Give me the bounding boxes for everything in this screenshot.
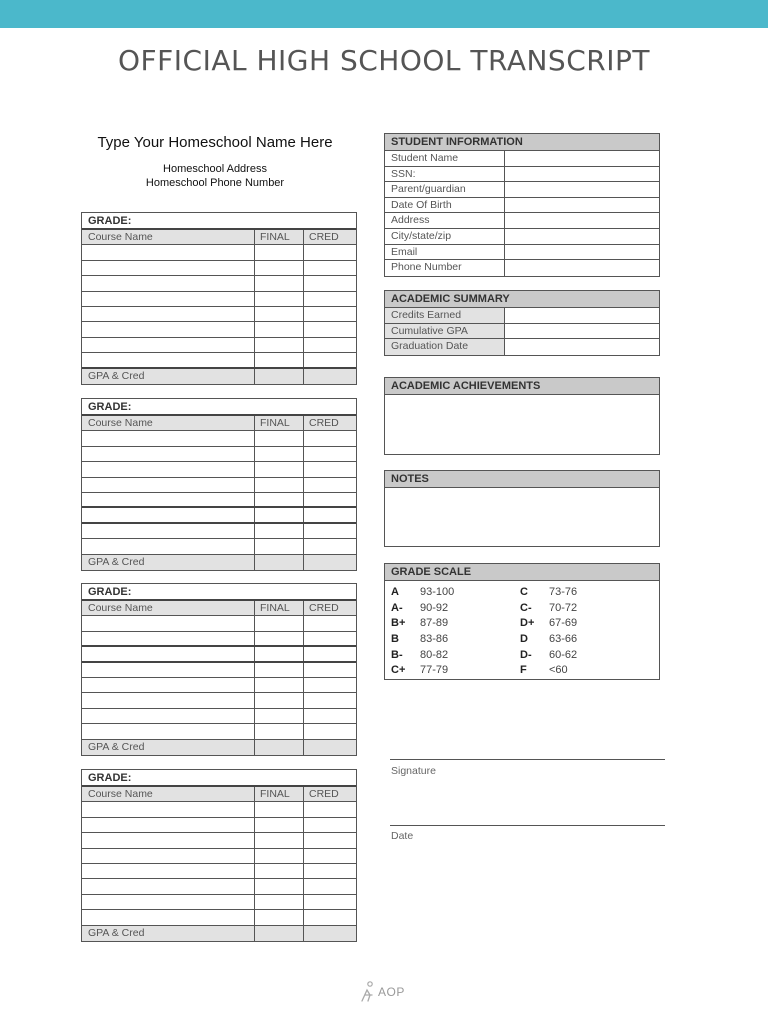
cred-header: CRED [309,417,339,429]
grade-letter: D+ [520,617,535,630]
homeschool-address: Homeschool Address [163,163,267,175]
gpa-cred-cell[interactable] [304,555,356,570]
final-grade-cell[interactable] [255,895,304,909]
academic-achievements-field[interactable] [385,395,659,454]
grade-letter: A- [391,601,403,614]
credit-cell[interactable] [304,879,356,893]
credit-cell[interactable] [304,447,356,461]
cred-header: CRED [309,231,339,243]
credit-cell[interactable] [304,462,356,476]
grade-table-header-row [82,787,356,802]
credit-cell[interactable] [304,802,356,816]
table-row [82,261,356,276]
table-row [82,663,356,678]
course-name-cell[interactable] [82,910,255,924]
course-name-cell[interactable] [82,292,255,306]
gpa-cred-label: GPA & Cred [82,740,255,755]
credit-cell[interactable] [304,833,356,847]
grade-range: 93-100 [420,586,455,598]
grade-letter: F [520,664,527,677]
credit-cell[interactable] [304,431,356,445]
final-grade-cell[interactable] [255,678,304,692]
course-name-cell[interactable] [82,802,255,816]
student-info-value[interactable] [505,260,659,276]
final-grade-cell[interactable] [255,431,304,445]
grade-letter: A [391,586,399,598]
course-name-cell[interactable] [82,539,255,553]
table-row [82,353,356,368]
credit-cell[interactable] [304,663,356,677]
academic-achievements-panel [384,377,660,455]
table-row [82,724,356,739]
cred-header: CRED [309,788,339,800]
credit-cell[interactable] [304,292,356,306]
gpa-final-cell[interactable] [255,369,304,384]
credit-cell[interactable] [304,353,356,366]
student-info-row [385,182,659,198]
table-row [82,322,356,337]
grade-label: GRADE: [82,399,356,416]
academic-summary-label: Credits Earned [385,308,505,323]
credit-cell[interactable] [304,678,356,692]
student-information-panel [384,133,660,277]
grade-letter: B+ [391,617,406,630]
notes-panel [384,470,660,547]
final-grade-cell[interactable] [255,864,304,878]
date-line[interactable] [390,825,665,826]
credit-cell[interactable] [304,616,356,630]
final-grade-cell[interactable] [255,245,304,259]
student-info-value[interactable] [505,213,659,228]
student-info-value[interactable] [505,245,659,260]
table-row [82,447,356,462]
table-row [82,524,356,539]
notes-field[interactable] [385,488,659,546]
table-row [82,276,356,291]
student-info-row [385,167,659,183]
final-grade-cell[interactable] [255,802,304,816]
course-name-cell[interactable] [82,849,255,863]
grade-range: 77-79 [420,664,449,677]
academic-summary-panel [384,290,660,356]
course-name-cell[interactable] [82,478,255,492]
final-grade-cell[interactable] [255,276,304,290]
credit-cell[interactable] [304,818,356,832]
academic-summary-row [385,308,659,324]
credit-cell[interactable] [304,632,356,645]
final-grade-cell[interactable] [255,818,304,832]
final-grade-cell[interactable] [255,632,304,645]
grade-table [81,769,357,942]
gpa-cred-label: GPA & Cred [82,369,255,384]
final-grade-cell[interactable] [255,833,304,847]
student-info-label: Address [385,213,505,228]
grade-letter: B [391,632,399,645]
student-info-value[interactable] [505,198,659,213]
course-name-cell[interactable] [82,524,255,538]
course-name-cell[interactable] [82,322,255,336]
academic-summary-label: Cumulative GPA [385,324,505,339]
final-header: FINAL [255,601,304,615]
student-info-row [385,213,659,229]
course-name-cell[interactable] [82,276,255,290]
grade-range: 83-86 [420,632,449,645]
student-info-value[interactable] [505,151,659,166]
final-grade-cell[interactable] [255,261,304,275]
table-row [82,895,356,910]
course-name-cell[interactable] [82,818,255,832]
final-grade-cell[interactable] [255,478,304,492]
final-grade-cell[interactable] [255,292,304,306]
final-grade-cell[interactable] [255,724,304,738]
course-name-header: Course Name [82,787,255,801]
student-info-label: Email [385,245,505,260]
final-grade-cell[interactable] [255,322,304,336]
final-grade-cell[interactable] [255,539,304,553]
final-grade-cell[interactable] [255,508,304,521]
signature-line[interactable] [390,759,665,760]
gpa-cred-row [82,740,356,755]
date-label: Date [391,830,414,842]
credit-cell[interactable] [304,910,356,924]
course-name-header: Course Name [82,230,255,244]
grade-letter: B- [391,648,403,661]
student-information-title: STUDENT INFORMATION [385,134,659,151]
grade-letter: D [520,632,528,645]
student-info-row [385,229,659,245]
grade-scale-panel [384,563,660,680]
credit-cell[interactable] [304,478,356,492]
gpa-final-cell[interactable] [255,555,304,570]
gpa-cred-row [82,369,356,384]
final-grade-cell[interactable] [255,307,304,321]
aop-logo [359,980,405,1004]
student-info-label: Student Name [385,151,505,166]
credit-cell[interactable] [304,647,356,660]
grade-letter: C- [520,601,532,614]
grade-range: 80-82 [420,648,449,661]
table-row [82,431,356,446]
final-grade-cell[interactable] [255,616,304,630]
grade-range: 70-72 [549,601,578,614]
course-name-cell[interactable] [82,693,255,707]
credit-cell[interactable] [304,276,356,290]
grade-letter: C+ [391,664,406,677]
course-name-cell[interactable] [82,879,255,893]
top-accent-bar [0,0,768,28]
gpa-final-cell[interactable] [255,740,304,755]
final-grade-cell[interactable] [255,663,304,677]
final-grade-cell[interactable] [255,849,304,863]
student-info-label: City/state/zip [385,229,505,244]
final-grade-cell[interactable] [255,647,304,660]
credit-cell[interactable] [304,895,356,909]
table-row [82,632,356,647]
aop-logo-icon [359,981,375,1003]
table-row [82,802,356,817]
grade-table [81,398,357,571]
table-row [82,693,356,708]
student-info-row [385,198,659,214]
final-grade-cell[interactable] [255,693,304,707]
course-name-cell[interactable] [82,447,255,461]
course-name-cell[interactable] [82,307,255,321]
course-name-cell[interactable] [82,895,255,909]
gpa-cred-row [82,555,356,570]
course-name-header: Course Name [82,601,255,615]
page-title: OFFICIAL HIGH SCHOOL TRANSCRIPT [118,44,650,77]
table-row [82,849,356,864]
academic-summary-value[interactable] [505,339,659,355]
table-row [82,245,356,260]
table-row [82,508,356,523]
course-name-cell[interactable] [82,632,255,645]
credit-cell[interactable] [304,693,356,707]
gpa-cred-cell[interactable] [304,740,356,755]
final-grade-cell[interactable] [255,910,304,924]
table-row [82,647,356,662]
credit-cell[interactable] [304,307,356,321]
academic-summary-value[interactable] [505,324,659,339]
course-name-cell[interactable] [82,431,255,445]
academic-summary-title: ACADEMIC SUMMARY [385,291,659,308]
academic-summary-row [385,339,659,355]
student-info-label: Date Of Birth [385,198,505,213]
grade-letter: C [520,586,528,598]
table-row [82,292,356,307]
course-name-cell[interactable] [82,724,255,738]
student-info-value[interactable] [505,229,659,244]
gpa-final-cell[interactable] [255,926,304,941]
grade-range: 67-69 [549,617,578,630]
academic-summary-row [385,324,659,340]
homeschool-name: Type Your Homeschool Name Here [97,134,333,151]
grade-scale-title: GRADE SCALE [385,564,659,581]
course-name-header: Course Name [82,416,255,430]
gpa-cred-cell[interactable] [304,926,356,941]
student-info-label: Phone Number [385,260,505,276]
course-name-cell[interactable] [82,833,255,847]
student-info-value[interactable] [505,182,659,197]
course-name-cell[interactable] [82,462,255,476]
credit-cell[interactable] [304,508,356,521]
course-name-cell[interactable] [82,353,255,366]
course-name-cell[interactable] [82,338,255,352]
credit-cell[interactable] [304,539,356,553]
homeschool-phone: Homeschool Phone Number [145,177,285,189]
final-grade-cell[interactable] [255,524,304,538]
grade-letter: D- [520,648,532,661]
final-grade-cell[interactable] [255,462,304,476]
grade-range: 60-62 [549,648,578,661]
course-name-cell[interactable] [82,261,255,275]
grade-label: GRADE: [82,770,356,787]
table-row [82,864,356,879]
student-info-row [385,260,659,276]
grade-table-header-row [82,601,356,616]
gpa-cred-row [82,926,356,941]
final-grade-cell[interactable] [255,338,304,352]
course-name-cell[interactable] [82,493,255,506]
grade-table-header-row [82,416,356,431]
table-row [82,338,356,353]
credit-cell[interactable] [304,261,356,275]
grade-range: 73-76 [549,586,578,598]
student-info-row [385,151,659,167]
credit-cell[interactable] [304,524,356,538]
table-row [82,818,356,833]
course-name-cell[interactable] [82,709,255,723]
table-row [82,307,356,322]
grade-label: GRADE: [82,213,356,230]
student-info-label: SSN: [385,167,505,182]
gpa-cred-label: GPA & Cred [82,926,255,941]
grade-table-header-row [82,230,356,245]
grade-range: <60 [549,664,568,677]
aop-logo-text: AOP [378,985,405,999]
credit-cell[interactable] [304,724,356,738]
final-grade-cell[interactable] [255,353,304,366]
gpa-cred-cell[interactable] [304,369,356,384]
grade-scale-table [385,581,659,679]
grade-table [81,583,357,756]
course-name-cell[interactable] [82,678,255,692]
student-info-row [385,245,659,261]
course-name-cell[interactable] [82,647,255,660]
credit-cell[interactable] [304,493,356,506]
table-row [82,462,356,477]
credit-cell[interactable] [304,864,356,878]
credit-cell[interactable] [304,245,356,259]
final-header: FINAL [255,230,304,244]
credit-cell[interactable] [304,322,356,336]
course-name-cell[interactable] [82,508,255,521]
final-grade-cell[interactable] [255,879,304,893]
course-name-cell[interactable] [82,663,255,677]
table-row [82,879,356,894]
final-grade-cell[interactable] [255,447,304,461]
grade-range: 63-66 [549,632,578,645]
table-row [82,678,356,693]
signature-label: Signature [391,765,436,777]
gpa-cred-label: GPA & Cred [82,555,255,570]
grade-label: GRADE: [82,584,356,601]
table-row [82,539,356,554]
final-grade-cell[interactable] [255,493,304,506]
course-name-cell[interactable] [82,245,255,259]
student-info-label: Parent/guardian [385,182,505,197]
credit-cell[interactable] [304,338,356,352]
grade-range: 90-92 [420,601,449,614]
cred-header: CRED [309,602,339,614]
final-header: FINAL [255,787,304,801]
grade-range: 87-89 [420,617,449,630]
table-row [82,910,356,925]
academic-achievements-title: ACADEMIC ACHIEVEMENTS [385,378,659,395]
table-row [82,616,356,631]
grade-table [81,212,357,385]
table-row [82,493,356,508]
credit-cell[interactable] [304,849,356,863]
table-row [82,709,356,724]
final-grade-cell[interactable] [255,709,304,723]
table-row [82,833,356,848]
student-info-value[interactable] [505,167,659,182]
notes-title: NOTES [385,471,659,488]
course-name-cell[interactable] [82,616,255,630]
final-header: FINAL [255,416,304,430]
credit-cell[interactable] [304,709,356,723]
academic-summary-value[interactable] [505,308,659,323]
academic-summary-label: Graduation Date [385,339,505,355]
course-name-cell[interactable] [82,864,255,878]
table-row [82,478,356,493]
